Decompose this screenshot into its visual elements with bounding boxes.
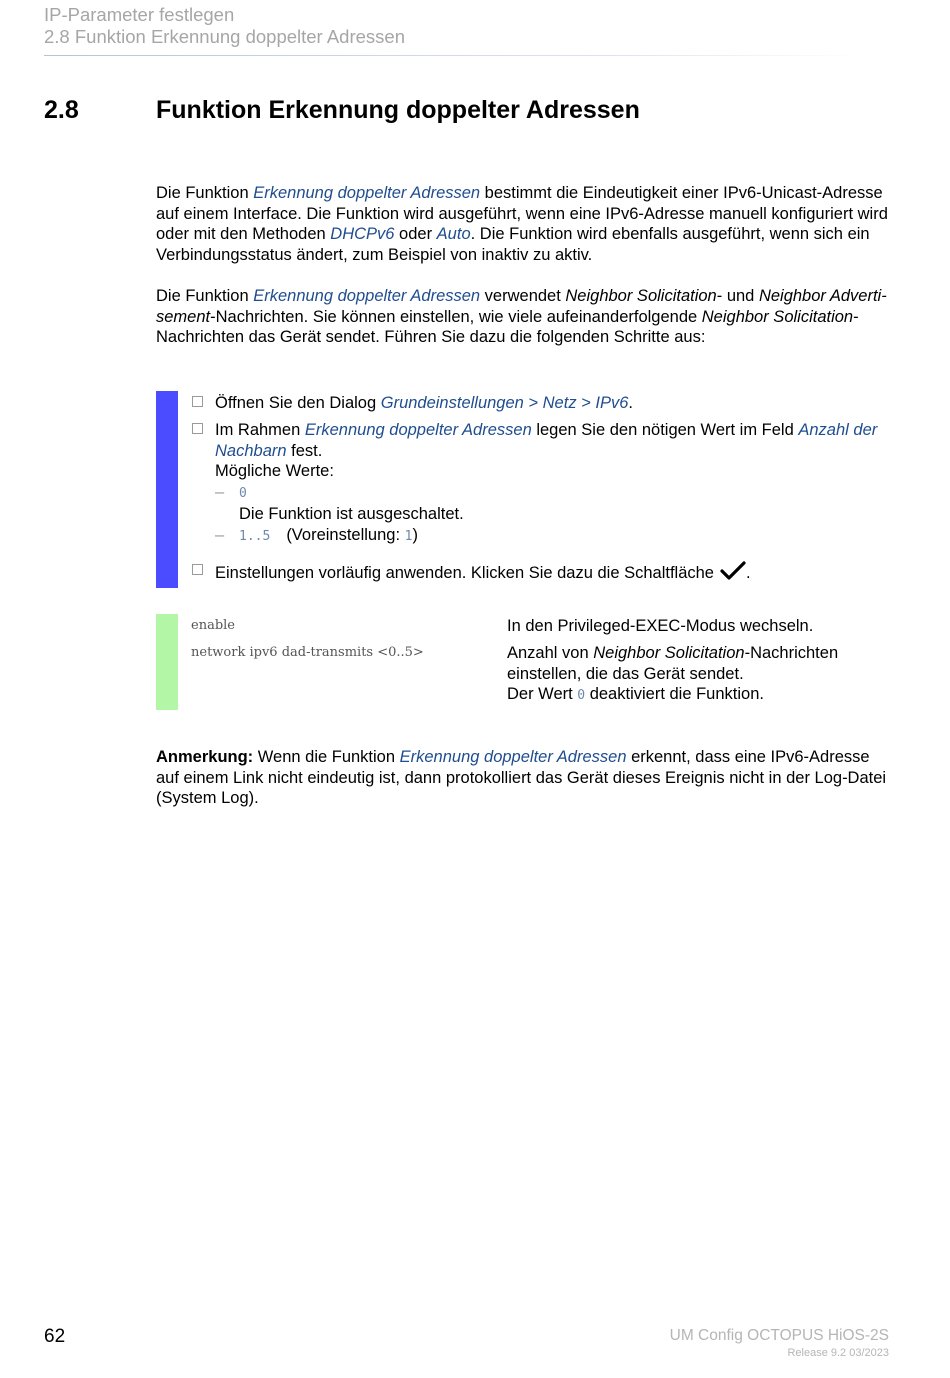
value-zero-description: Die Funktion ist ausgeschaltet. (239, 505, 464, 524)
checkbox-icon (192, 564, 203, 575)
auto-link: Auto (436, 225, 471, 244)
gui-steps-bar (156, 391, 178, 588)
cli-command-enable: enable (191, 618, 235, 633)
checkmark-icon (720, 561, 746, 587)
dhcpv6-link: DHCPv6 (330, 225, 395, 244)
checkbox-icon (192, 396, 203, 407)
usage-paragraph: Die Funktion Erkennung doppelter Adressen verwendet Neighbor Solicitation- und Neighbor Advertisement-Nachrichten. Sie können einstellen, wie viele aufeinanderfolgende Neighbor Solicitation-Nachrichten das Gerät sendet. Führen Sie dazu die folgenden Schritte aus: (156, 287, 887, 347)
cli-command-dad-transmits: network ipv6 dad-transmits <0..5> (191, 645, 424, 660)
step-apply: Einstellungen vorläufig anwenden. Klicken Sie dazu die Schaltfläche . (192, 561, 882, 587)
frame-link: Erkennung doppelter Adressen (304, 421, 532, 439)
checkbox-icon (192, 423, 203, 434)
section-title: Funktion Erkennung doppelter Adressen (156, 96, 640, 124)
cli-steps-bar (156, 614, 178, 710)
step-set-value: Im Rahmen Erkennung doppelter Adressen legen Sie den nötigen Wert im Feld Anzahl der Nachbarn fest. Mögliche Werte: – 0 Die Funktion ist ausgeschaltet. – 1..5 (Voreinstellung: 1) (192, 420, 882, 548)
function-link: Erkennung doppelter Adressen (253, 287, 481, 305)
cli-description-dad-transmits: Anzahl von Neighbor Solicitation-Nachrichten einstellen, die das Gerät sendet. Der Wert 0 deaktiviert die Funktion. (507, 644, 839, 704)
value-zero: – 0 (215, 482, 247, 501)
note-paragraph: Anmerkung: Wenn die Funktion Erkennung doppelter Adressen erkennt, dass eine IPv6-Adresse auf einem Link nicht eindeutig ist, dann protokolliert das Gerät dieses Ereignis nicht in der Log-Datei (System Log). (156, 748, 887, 808)
value-range: – 1..5 (Voreinstellung: 1) (215, 525, 418, 544)
possible-values-label: Mögliche Werte: (215, 462, 334, 481)
dialog-path-link: Grundeinstellungen > Netz > IPv6 (380, 394, 629, 412)
header-section: 2.8 Funktion Erkennung doppelter Adressen (44, 26, 405, 47)
function-link: Erkennung doppelter Adressen (399, 748, 627, 766)
function-link: Erkennung doppelter Adressen (253, 184, 481, 202)
page-number: 62 (44, 1326, 66, 1347)
note-label: Anmerkung: (156, 748, 254, 766)
footer-release: Release 9.2 03/2023 (787, 1347, 889, 1359)
section-number: 2.8 (44, 96, 79, 124)
step-open-dialog: Öffnen Sie den Dialog Grundeinstellungen > Netz > IPv6. (192, 393, 882, 414)
footer-document-title: UM Config OCTOPUS HiOS-2S (669, 1327, 889, 1344)
header-rule (44, 55, 866, 56)
field-link: Anzahl der Nachbarn (215, 421, 878, 460)
header-chapter: IP-Parameter festlegen (44, 4, 235, 25)
cli-description-enable: In den Privileged-EXEC-Modus wechseln. (507, 617, 814, 635)
intro-paragraph: Die Funktion Erkennung doppelter Adressen bestimmt die Eindeutigkeit einer IPv6-Unicast-Adresse auf einem Interface. Die Funktion wird ausgeführt, wenn eine IPv6-Adresse manuell konfiguriert wird oder mit den Methoden DHCPv6 oder Auto. Die Funktion wird ebenfalls ausgeführt, wenn sich ein Verbindungsstatus ändert, zum Beispiel von inaktiv zu aktiv. (156, 184, 888, 264)
